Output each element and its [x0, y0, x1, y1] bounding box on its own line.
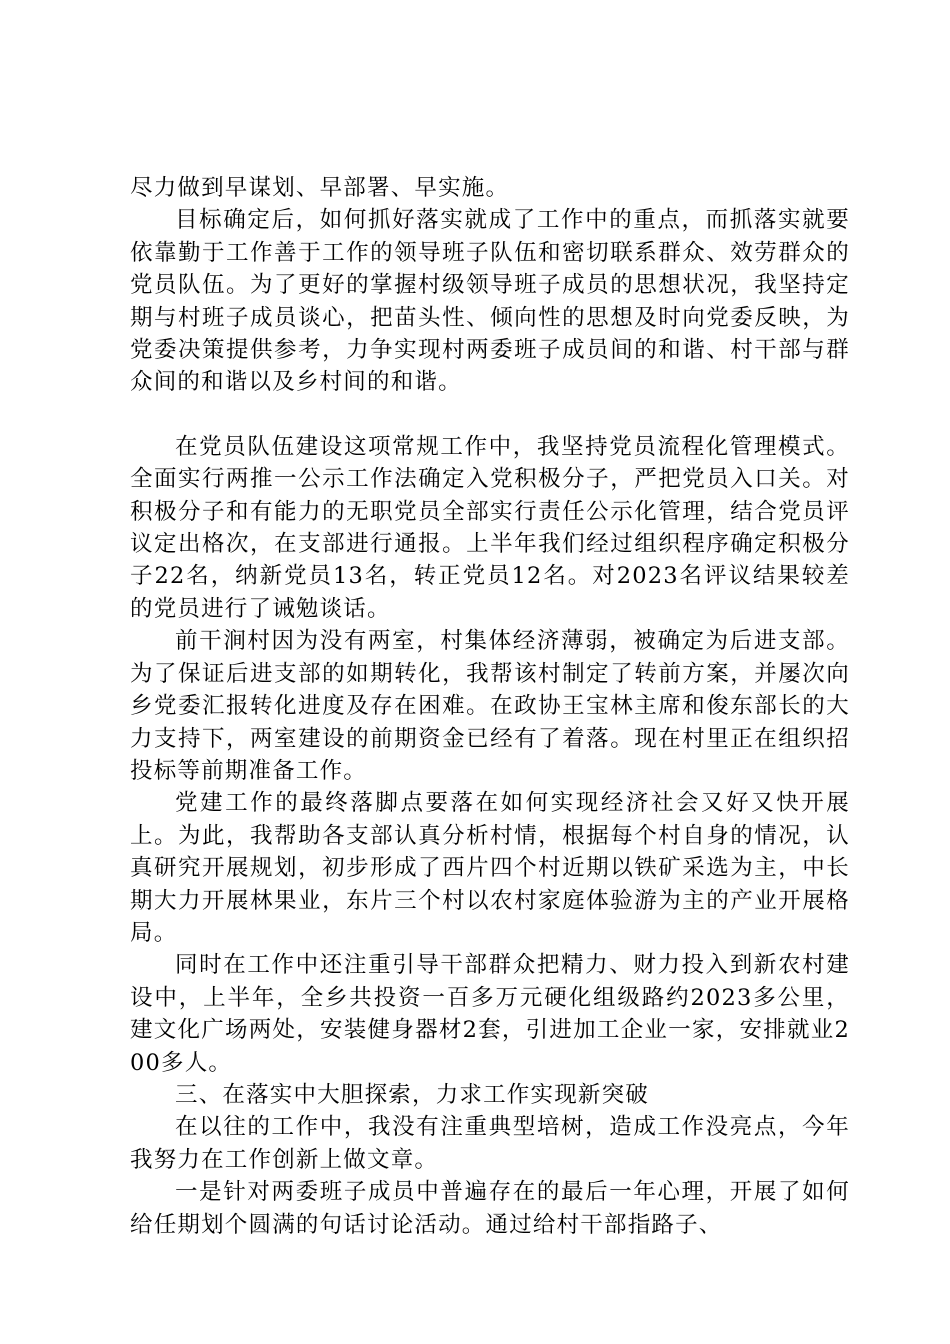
paragraph-economic-development: 党建工作的最终落脚点要落在如何实现经济社会又好又快开展上。为此，我帮助各支部认真分析村情，根据每个村自身的情况，认真研究开展规划，初步形成了西片四个村近期以铁矿采选为主，中长期大力开展林果业，东片三个村以农村家庭体验游为主的产业开展格局。 — [130, 790, 850, 946]
paragraph-new-countryside: 同时在工作中还注重引导干部群众把精力、财力投入到新农村建设中，上半年，全乡共投资一百多万元硬化组级路约2023多公里，建文化广场两处，安装健身器材2套，引进加工企业一家，安排就业200多人。 — [130, 952, 850, 1076]
paragraph-goal-implementation: 目标确定后，如何抓好落实就成了工作中的重点，而抓落实就要依靠勤于工作善于工作的领导班子队伍和密切联系群众、效劳群众的党员队伍。为了更好的掌握村级领导班子成员的思想状况，我坚持定期与村班子成员谈心，把苗头性、倾向性的思想及时向党委反映，为党委决策提供参考，力争实现村两委班子成员间的和谐、村干部与群众间的和谐以及乡村间的和谐。 — [130, 207, 850, 396]
paragraph-lagging-branch: 前干涧村因为没有两室，村集体经济薄弱，被确定为后进支部。为了保证后进支部的如期转化，我帮该村制定了转前方案，并屡次向乡党委汇报转化进度及存在困难。在政协王宝林主席和俊东部长的大力支持下，两室建设的前期资金已经有了着落。现在村里正在组织招投标等前期准备工作。 — [130, 628, 850, 784]
paragraph-gap — [130, 399, 850, 431]
paragraph-innovation: 在以往的工作中，我没有注重典型培树，造成工作没亮点，今年我努力在工作创新上做文章。 — [130, 1114, 850, 1173]
paragraph-first-measure: 一是针对两委班子成员中普遍存在的最后一年心理，开展了如何给任期划个圆满的句话讨论活动。通过给村干部指路子、 — [130, 1179, 850, 1238]
paragraph-continuation: 尽力做到早谋划、早部署、早实施。 — [130, 175, 510, 201]
paragraph-party-member-building: 在党员队伍建设这项常规工作中，我坚持党员流程化管理模式。全面实行两推一公示工作法确定入党积极分子，严把党员入口关。对积极分子和有能力的无职党员全部实行责任公示化管理，结合党员评议定出格次，在支部进行通报。上半年我们经过组织程序确定积极分子22名，纳新党员13名，转正党员12名。对2023名评议结果较差的党员进行了诫勉谈话。 — [130, 433, 850, 622]
section-heading-three: 三、在落实中大胆探索，力求工作实现新突破 — [175, 1081, 650, 1108]
document-body — [130, 172, 850, 1241]
